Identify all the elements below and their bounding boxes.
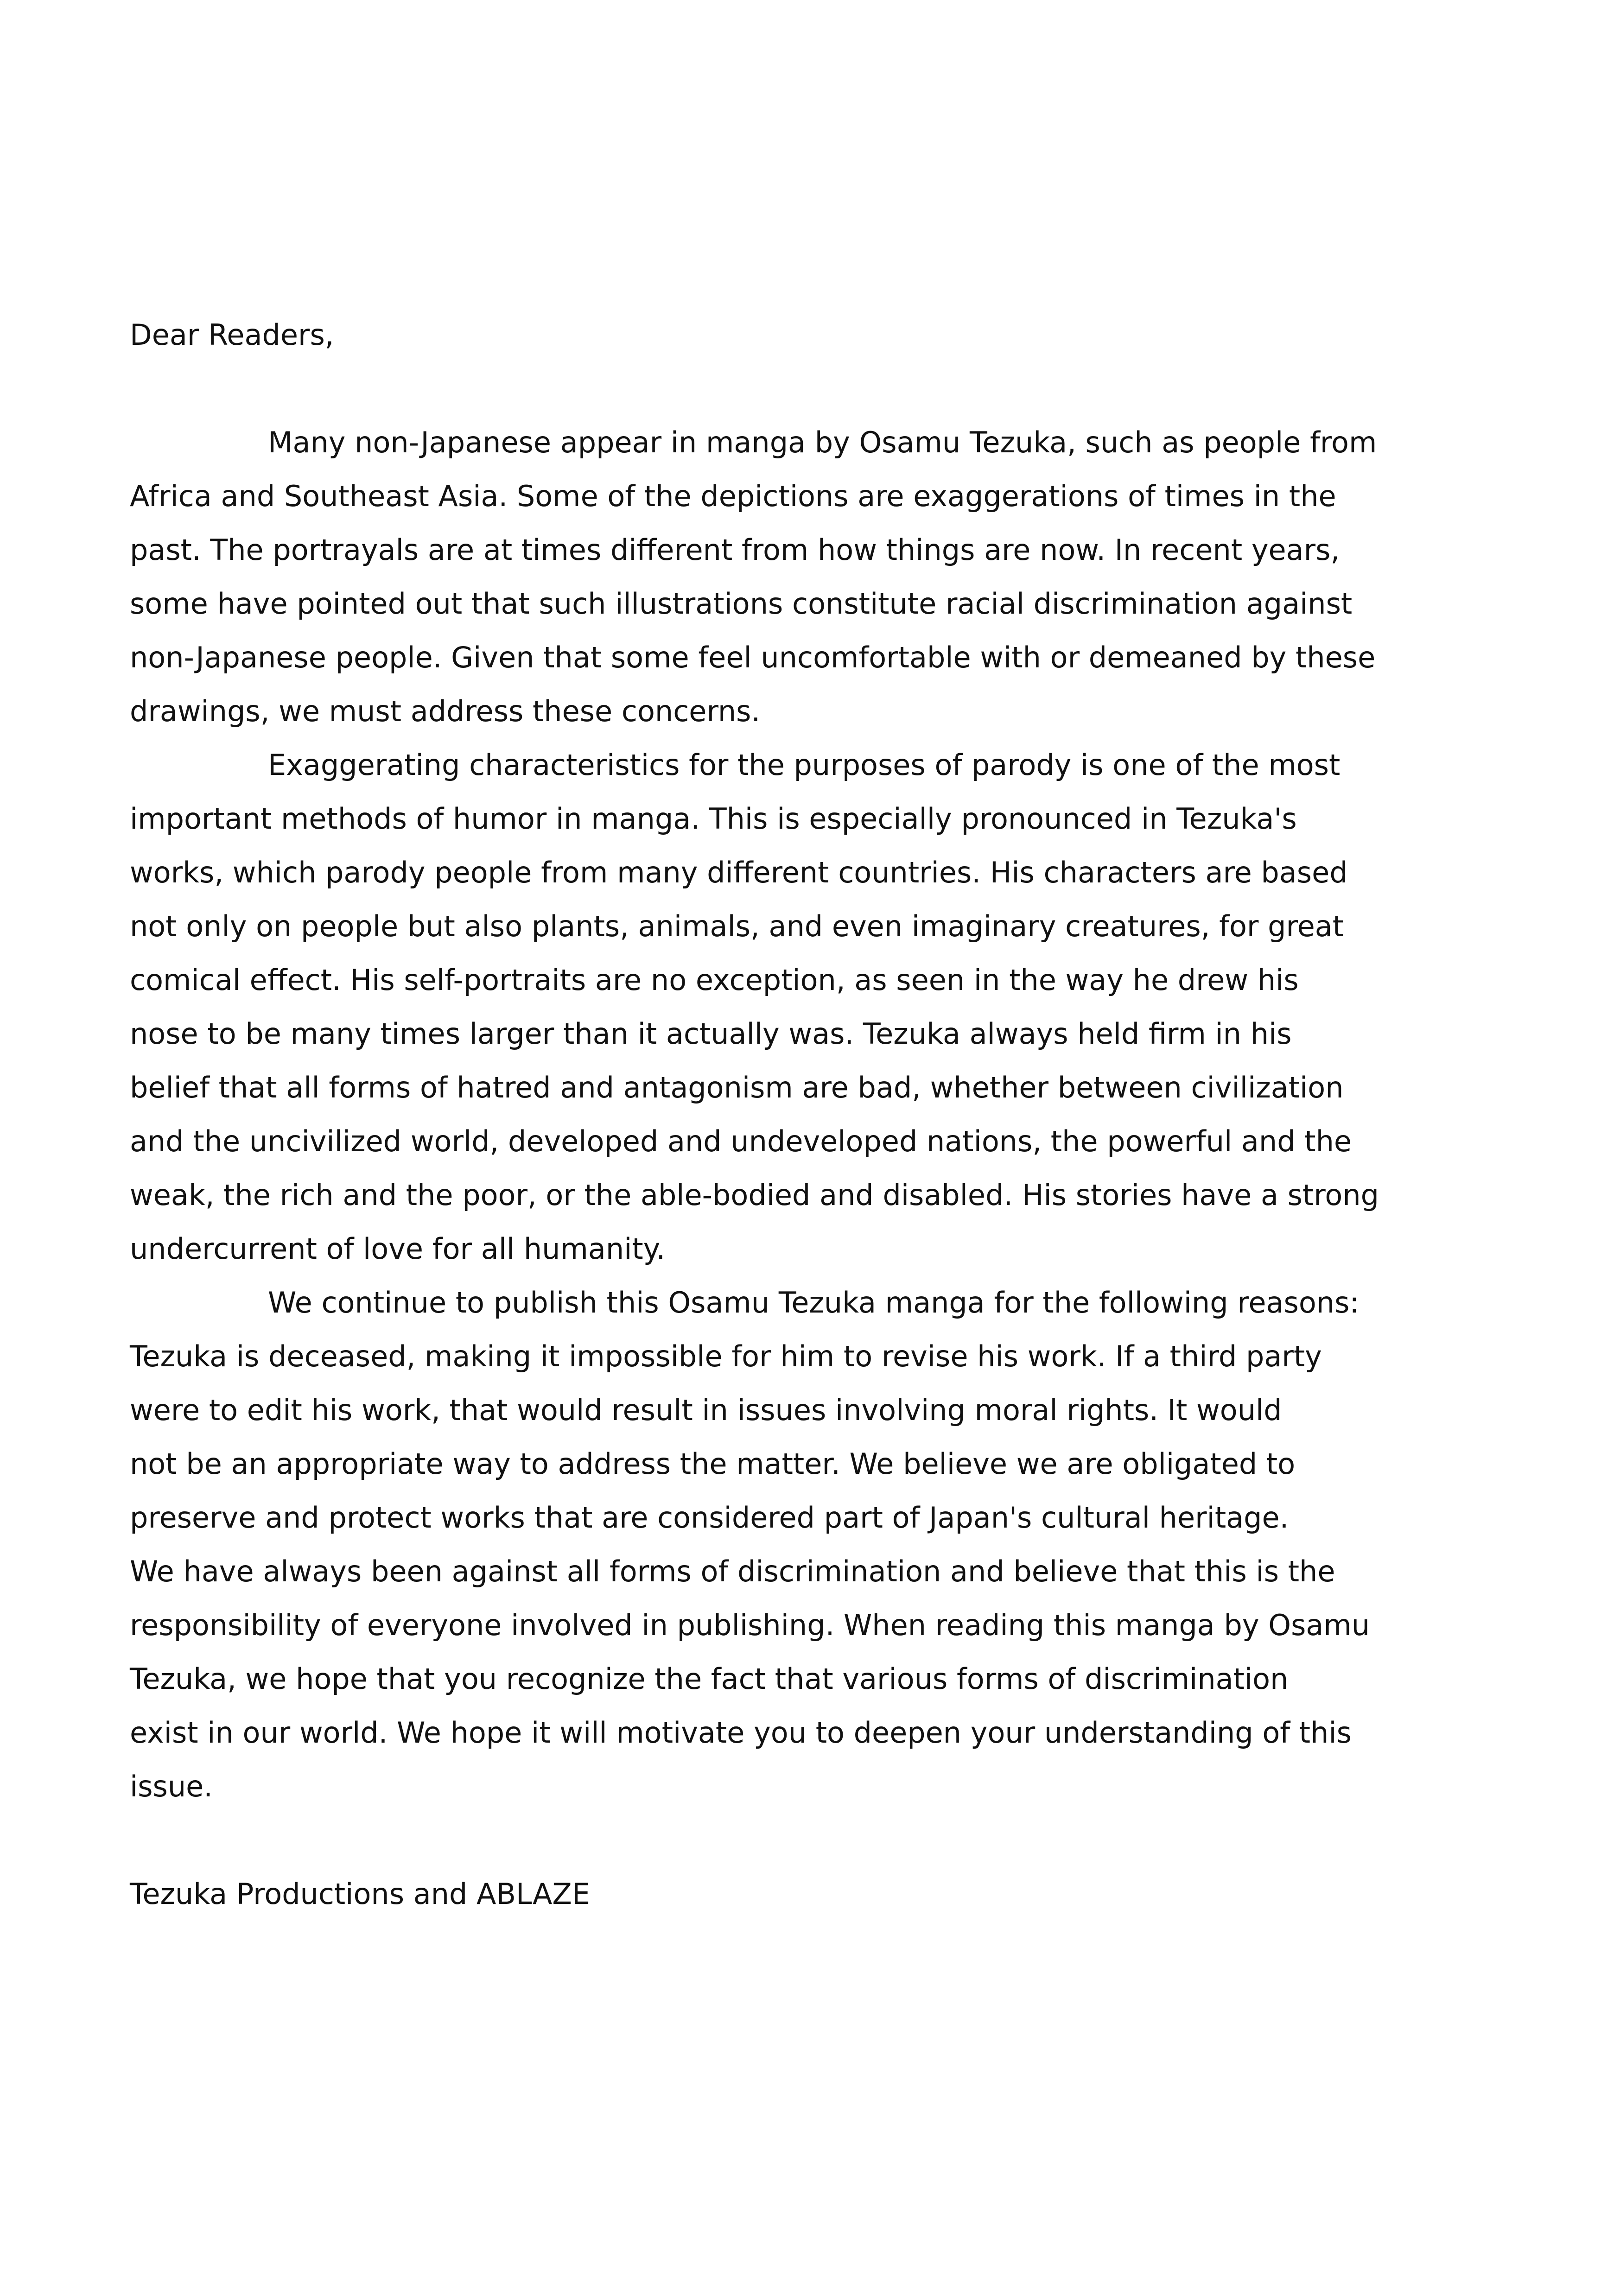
paragraph-2-line-6: nose to be many times larger than it actually was. Tezuka always held firm in his [130, 1017, 1292, 1051]
paragraph-1-line-2: Africa and Southeast Asia. Some of the depictions are exaggerations of times in the [130, 479, 1336, 513]
paragraph-3-line-7: responsibility of everyone involved in publishing. When reading this manga by Osamu [130, 1608, 1370, 1642]
paragraph-gap [130, 1814, 1465, 1867]
paragraph-3-line-8: Tezuka, we hope that you recognize the fact that various forms of discrimination [130, 1662, 1289, 1696]
paragraph-2-line-4: not only on people but also plants, animals, and even imaginary creatures, for great [130, 909, 1344, 943]
paragraph-2-line-10: undercurrent of love for all humanity. [130, 1232, 666, 1266]
paragraph-2-line-2: important methods of humor in manga. This is especially pronounced in Tezuka's [130, 802, 1297, 836]
paragraph-3-line-9: exist in our world. We hope it will motivate you to deepen your understanding of this [130, 1716, 1352, 1750]
paragraph-1-line-4: some have pointed out that such illustrations constitute racial discrimination against [130, 587, 1353, 621]
paragraph-2-line-5: comical effect. His self-portraits are no exception, as seen in the way he drew his [130, 963, 1299, 997]
paragraph-3-line-2: Tezuka is deceased, making it impossible for him to revise his work. If a third party [130, 1339, 1322, 1373]
paragraph-1-line-3: past. The portrayals are at times different from how things are now. In recent years, [130, 533, 1340, 567]
paragraph-3-line-4: not be an appropriate way to address the matter. We believe we are obligated to [130, 1447, 1296, 1481]
paragraph-3-line-10: issue. [130, 1770, 213, 1803]
paragraph-1-line-5: non-Japanese people. Given that some feel uncomfortable with or demeaned by these [130, 641, 1376, 674]
paragraph-1-line-1: Many non-Japanese appear in manga by Osamu Tezuka, such as people from [268, 425, 1377, 459]
letter-body [130, 308, 1465, 1921]
paragraph-2-line-1: Exaggerating characteristics for the purposes of parody is one of the most [268, 748, 1341, 782]
paragraph-3-line-6: We have always been against all forms of discrimination and believe that this is the [130, 1554, 1335, 1588]
paragraph-3-line-3: were to edit his work, that would result in issues involving moral rights. It would [130, 1393, 1282, 1427]
paragraph-2-line-9: weak, the rich and the poor, or the able-bodied and disabled. His stories have a strong [130, 1178, 1379, 1212]
paragraph-2-line-3: works, which parody people from many different countries. His characters are based [130, 856, 1348, 889]
salutation: Dear Readers, [130, 318, 334, 352]
paragraph-2-line-8: and the uncivilized world, developed and undeveloped nations, the powerful and the [130, 1124, 1352, 1158]
paragraph-3-line-5: preserve and protect works that are considered part of Japan's cultural heritage. [130, 1501, 1289, 1535]
paragraph-gap [130, 362, 1465, 416]
signature: Tezuka Productions and ABLAZE [130, 1877, 591, 1911]
paragraph-1-line-6: drawings, we must address these concerns. [130, 694, 761, 728]
paragraph-3-line-1: We continue to publish this Osamu Tezuka manga for the following reasons: [268, 1286, 1360, 1319]
paragraph-2-line-7: belief that all forms of hatred and antagonism are bad, whether between civilization [130, 1071, 1344, 1104]
